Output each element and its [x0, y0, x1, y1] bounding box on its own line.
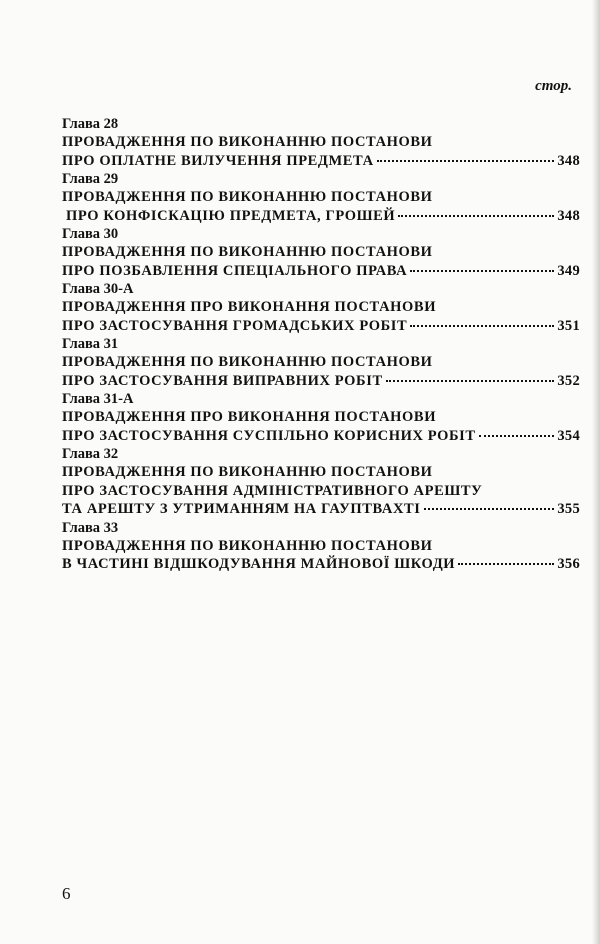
- chapter-label: Глава 33: [62, 519, 119, 536]
- page-ref: 348: [557, 207, 580, 224]
- chapter-title-last-line: [62, 500, 580, 519]
- page-edge-shadow: [592, 0, 600, 944]
- chapter-title-text: ТА АРЕШТУ З УТРИМАННЯМ НА ГАУПТВАХТІ: [62, 501, 421, 517]
- chapter-title-text: ПРОВАДЖЕННЯ ПО ВИКОНАННЮ ПОСТАНОВИ: [62, 464, 433, 480]
- chapter-title-text: ПРОВАДЖЕННЯ ПО ВИКОНАННЮ ПОСТАНОВИ: [62, 189, 433, 205]
- chapter-label: Глава 29: [62, 171, 119, 187]
- chapter-title-text: ПРО КОНФІСКАЦІЮ ПРЕДМЕТА, ГРОШЕЙ: [66, 207, 396, 224]
- chapter-label: Глава 30: [62, 226, 119, 242]
- chapter-title-line: [62, 133, 580, 152]
- toc-entry: [62, 170, 580, 225]
- chapter-title-text: ПРО ПОЗБАВЛЕННЯ СПЕЦІАЛЬНОГО ПРАВА: [62, 262, 408, 279]
- dot-leader: [479, 435, 555, 437]
- dot-leader: [386, 380, 555, 382]
- chapter-title-text: ПРОВАДЖЕННЯ ПО ВИКОНАННЮ ПОСТАНОВИ: [62, 537, 433, 554]
- toc-entry: [62, 115, 580, 170]
- toc-entry: [62, 280, 580, 335]
- chapter-title-line: [62, 353, 580, 372]
- chapter-title-text: ПРО ЗАСТОСУВАННЯ СУСПІЛЬНО КОРИСНИХ РОБІТ: [62, 427, 476, 444]
- chapter-title-line: [62, 463, 580, 482]
- toc-entry: [62, 445, 580, 519]
- chapter-label: Глава 31-А: [62, 391, 134, 407]
- chapter-title-text: ПРОВАДЖЕННЯ ПО ВИКОНАННЮ ПОСТАНОВИ: [62, 354, 433, 370]
- chapter-title-last-line: [62, 262, 580, 281]
- page-ref: 356: [557, 556, 580, 572]
- chapter-title-last-line: [62, 372, 580, 391]
- table-of-contents: [62, 115, 580, 574]
- chapter-title-last-line: [62, 427, 580, 446]
- chapter-title-line: [62, 243, 580, 262]
- chapter-title-last-line: [62, 555, 580, 574]
- page-ref: 352: [557, 372, 580, 389]
- page-ref: 354: [557, 427, 580, 444]
- toc-entry: [62, 519, 580, 574]
- chapter-title-text: ПРО ЗАСТОСУВАННЯ ВИПРАВНИХ РОБІТ: [62, 372, 383, 389]
- chapter-title-line: [62, 482, 580, 501]
- chapter-title-text: ПРО ОПЛАТНЕ ВИЛУЧЕННЯ ПРЕДМЕТА: [62, 152, 374, 169]
- dot-leader: [424, 508, 555, 510]
- chapter-title-text: ПРОВАДЖЕННЯ ПО ВИКОНАННЮ ПОСТАНОВИ: [62, 134, 433, 150]
- chapter-title-line: [62, 537, 580, 556]
- page-ref: 349: [557, 262, 580, 279]
- chapter-title-text: ПРОВАДЖЕННЯ ПРО ВИКОНАННЯ ПОСТАНОВИ: [62, 409, 437, 425]
- dot-leader: [410, 270, 554, 272]
- chapter-label: Глава 31: [62, 336, 119, 352]
- dot-leader: [410, 325, 554, 327]
- dot-leader: [458, 563, 554, 565]
- chapter-title-last-line: [62, 317, 580, 336]
- chapter-title-text: ПРО ЗАСТОСУВАННЯ АДМІНІСТРАТИВНОГО АРЕШТУ: [62, 482, 483, 499]
- page-ref: 355: [557, 501, 580, 517]
- chapter-title-text: ПРОВАДЖЕННЯ ПО ВИКОНАННЮ ПОСТАНОВИ: [62, 244, 433, 260]
- chapter-title-text: ПРОВАДЖЕННЯ ПРО ВИКОНАННЯ ПОСТАНОВИ: [62, 299, 437, 315]
- chapter-title-line: [62, 298, 580, 317]
- page-ref: 348: [557, 152, 580, 169]
- chapter-label: Глава 28: [62, 116, 119, 132]
- page-column-header: стор.: [535, 78, 572, 94]
- chapter-title-last-line: [62, 152, 580, 171]
- page-ref: 351: [557, 317, 580, 334]
- dot-leader: [377, 160, 555, 162]
- toc-entry: [62, 335, 580, 390]
- toc-entry: [62, 225, 580, 280]
- chapter-title-text: В ЧАСТИНІ ВІДШКОДУВАННЯ МАЙНОВОЇ ШКОДИ: [62, 556, 456, 572]
- chapter-label: Глава 30-А: [62, 281, 134, 297]
- dot-leader: [398, 215, 554, 217]
- chapter-title-last-line: [62, 207, 580, 226]
- chapter-label: Глава 32: [62, 446, 119, 462]
- chapter-title-line: [62, 188, 580, 207]
- page-number: 6: [62, 884, 71, 903]
- chapter-title-line: [62, 408, 580, 427]
- chapter-title-text: ПРО ЗАСТОСУВАННЯ ГРОМАДСЬКИХ РОБІТ: [62, 317, 408, 334]
- toc-entry: [62, 390, 580, 445]
